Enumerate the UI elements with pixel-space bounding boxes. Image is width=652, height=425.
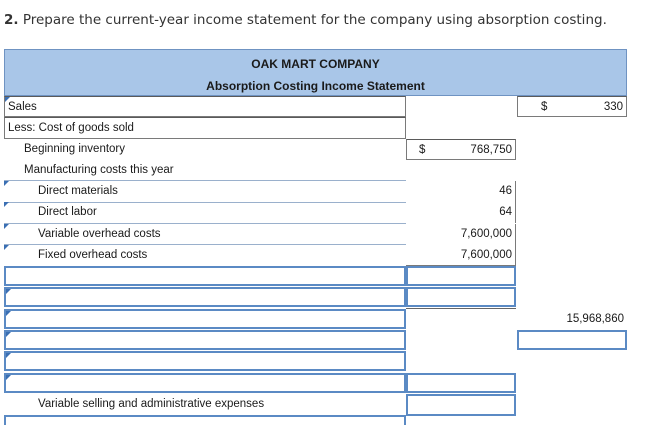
empty-label-input-2[interactable]: [4, 287, 406, 307]
row-variable-selling: [4, 394, 516, 415]
row-sales: [4, 96, 627, 117]
row-direct-materials: [4, 181, 516, 202]
sales-amount-input[interactable]: [517, 96, 627, 117]
direct-labor-amount: 64: [499, 206, 512, 218]
fixed-overhead-input[interactable]: [406, 245, 516, 266]
row-empty-4: [4, 351, 406, 372]
beginning-inventory-input[interactable]: [406, 139, 516, 160]
sales-dollar-sign: $: [541, 101, 548, 113]
empty-amount-input-1[interactable]: [406, 266, 516, 286]
statement-title: Absorption Costing Income Statement: [206, 79, 425, 93]
row-cogs: [4, 117, 406, 138]
empty-amount-input-5[interactable]: [406, 373, 516, 393]
variable-overhead-input[interactable]: [406, 224, 516, 245]
next-row-input[interactable]: [4, 415, 406, 425]
fixed-overhead-label: Fixed overhead costs: [38, 249, 148, 261]
subtotal-amount: 15,968,860: [566, 313, 624, 325]
dropdown-marker-icon: [6, 332, 11, 337]
dropdown-marker-icon: [6, 353, 11, 358]
dropdown-marker-icon: [6, 289, 11, 294]
subtotal-amount-input[interactable]: [517, 309, 627, 330]
question-number: 2.: [4, 12, 19, 28]
row-empty-2: [4, 287, 516, 308]
beginning-inventory-dollar: $: [419, 144, 426, 156]
fixed-overhead-amount: 7,600,000: [460, 249, 512, 261]
direct-labor-label: Direct labor: [38, 206, 97, 218]
direct-materials-input[interactable]: [406, 181, 516, 202]
row-empty-5: [4, 373, 516, 394]
row-subtotal: [4, 309, 627, 330]
dropdown-marker-icon: [4, 202, 9, 207]
row-fixed-overhead: [4, 245, 516, 266]
row-direct-labor: [4, 202, 516, 223]
empty-amount-input-3[interactable]: [517, 330, 627, 350]
empty-label-input-5[interactable]: [4, 373, 406, 393]
row-empty-3: [4, 330, 627, 351]
cogs-label-input[interactable]: [4, 117, 406, 139]
row-mfg-costs: [4, 160, 406, 181]
row-empty-1: [4, 266, 516, 287]
question-text: [4, 12, 607, 28]
dropdown-marker-icon: [6, 311, 11, 316]
empty-label-input-1[interactable]: [4, 266, 406, 286]
direct-materials-amount: 46: [499, 185, 512, 197]
beginning-inventory-amount: 768,750: [470, 144, 512, 156]
question-body: Prepare the current-year income statement for the company using absorption costing.: [22, 12, 607, 28]
dropdown-marker-icon: [4, 181, 9, 186]
sales-amount: 330: [603, 101, 623, 113]
direct-materials-label: Direct materials: [38, 185, 118, 197]
empty-label-input-4[interactable]: [4, 351, 406, 371]
variable-selling-label: Variable selling and administrative expenses: [38, 398, 265, 410]
statement-header: [4, 49, 627, 96]
sales-label-input[interactable]: [4, 96, 406, 117]
sales-label: Sales: [8, 101, 37, 113]
dropdown-marker-icon: [6, 375, 11, 380]
mfg-costs-label: Manufacturing costs this year: [24, 164, 174, 176]
company-name: OAK MART COMPANY: [251, 57, 380, 71]
direct-labor-input[interactable]: [406, 202, 516, 223]
dropdown-marker-icon: [4, 224, 9, 229]
variable-selling-input[interactable]: [406, 394, 516, 416]
row-variable-overhead: [4, 224, 516, 245]
empty-amount-input-2[interactable]: [406, 287, 516, 307]
variable-overhead-label: Variable overhead costs: [38, 228, 161, 240]
beginning-inventory-label: Beginning inventory: [24, 143, 126, 155]
dropdown-marker-icon: [4, 245, 9, 250]
empty-label-input-3[interactable]: [4, 330, 406, 350]
row-beginning-inventory: [4, 139, 524, 160]
cogs-label: Less: Cost of goods sold: [8, 122, 134, 134]
variable-overhead-amount: 7,600,000: [460, 228, 512, 240]
subtotal-label-input[interactable]: [4, 309, 406, 329]
